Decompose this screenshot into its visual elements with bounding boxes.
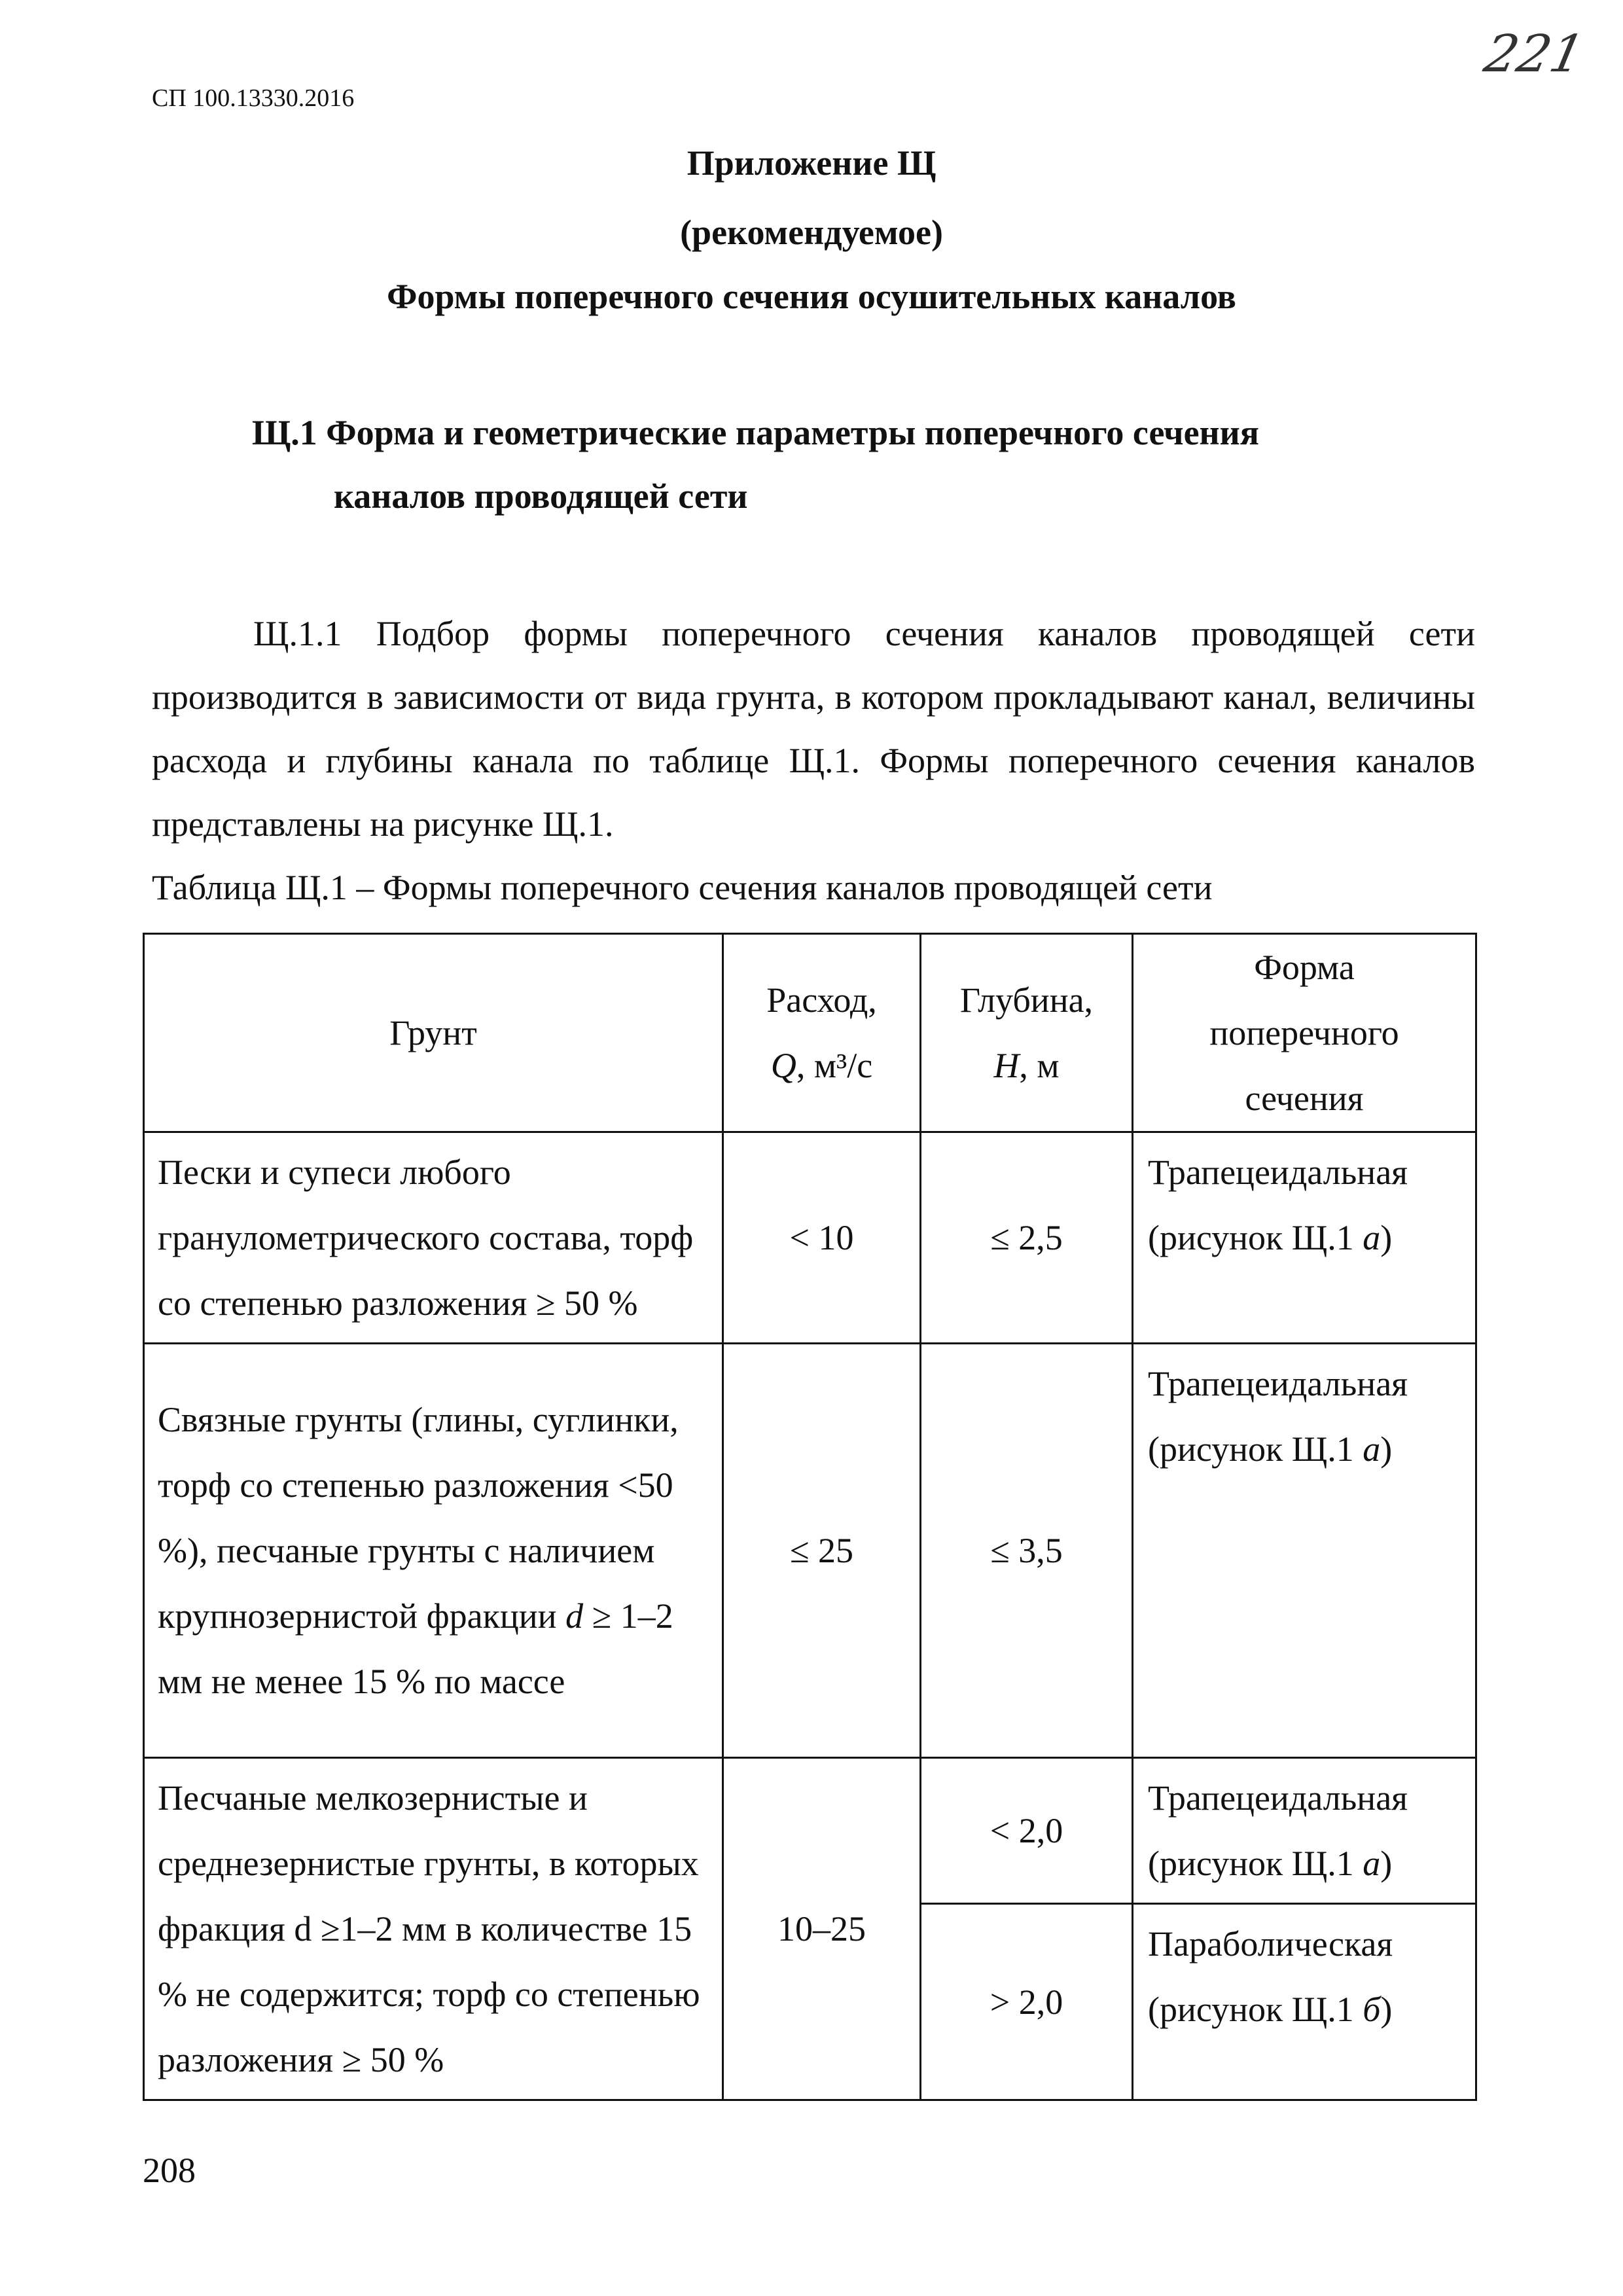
flow-cell: 10–25 <box>723 1758 921 2100</box>
body-paragraph: Щ.1.1 Подбор формы поперечного сечения каналов проводящей сети производится в зависимости от вида грунта, в котором прокладывают канал, величины расхода и глубины канала по таблице Щ.1. Формы поперечного сечения каналов представлены на рисунке Щ.1. <box>152 614 1475 844</box>
table-row <box>144 1344 1476 1758</box>
document-code: СП 100.13330.2016 <box>152 84 355 112</box>
table-row <box>144 1132 1476 1344</box>
flow-cell: < 10 <box>723 1132 921 1344</box>
soil-cell: Связные грунты (глины, суглинки, торф со степенью разложения <50 %), песчаные грунты с наличием крупнозернистой фракции d ≥ 1–2 мм не менее 15 % по массе <box>144 1344 723 1758</box>
table-row <box>144 1758 1476 1904</box>
flow-cell: ≤ 25 <box>723 1344 921 1758</box>
depth-cell: > 2,0 <box>921 1904 1133 2100</box>
soil-cell: Пески и супеси любого гранулометрического состава, торф со степенью разложения ≥ 50 % <box>144 1132 723 1344</box>
header-form: Форма поперечного сечения <box>1133 934 1476 1132</box>
appendix-name: Формы поперечного сечения осушительных каналов <box>387 277 1236 316</box>
header-flow: Расход, Q, м³/с <box>723 934 921 1132</box>
depth-cell: ≤ 2,5 <box>921 1132 1133 1344</box>
depth-cell: ≤ 3,5 <box>921 1344 1133 1758</box>
appendix-status: (рекомендуемое) <box>680 213 943 252</box>
handwritten-page-number: 221 <box>1479 25 1590 84</box>
section-heading-line2: каналов проводящей сети <box>334 476 748 516</box>
form-cell: Трапецеидальная (рисунок Щ.1 а) <box>1133 1132 1476 1344</box>
appendix-title: Приложение Щ <box>687 143 936 183</box>
canal-forms-table <box>143 933 1477 2101</box>
form-cell: Трапецеидальная (рисунок Щ.1 а) <box>1133 1758 1476 1904</box>
header-depth: Глубина, H, м <box>921 934 1133 1132</box>
table-header-row <box>144 934 1476 1132</box>
form-cell: Параболическая (рисунок Щ.1 б) <box>1133 1904 1476 2100</box>
soil-cell: Песчаные мелкозернистые и среднезернистые грунты, в которых фракция d ≥1–2 мм в количестве 15 % не содержится; торф со степенью разложения ≥ 50 % <box>144 1758 723 2100</box>
table-caption: Таблица Щ.1 – Формы поперечного сечения каналов проводящей сети <box>152 868 1213 907</box>
depth-cell: < 2,0 <box>921 1758 1133 1904</box>
section-heading-line1: Щ.1 Форма и геометрические параметры поперечного сечения <box>252 413 1259 452</box>
form-cell: Трапецеидальная (рисунок Щ.1 а) <box>1133 1344 1476 1758</box>
page-number: 208 <box>143 2151 196 2190</box>
header-soil: Грунт <box>144 934 723 1132</box>
